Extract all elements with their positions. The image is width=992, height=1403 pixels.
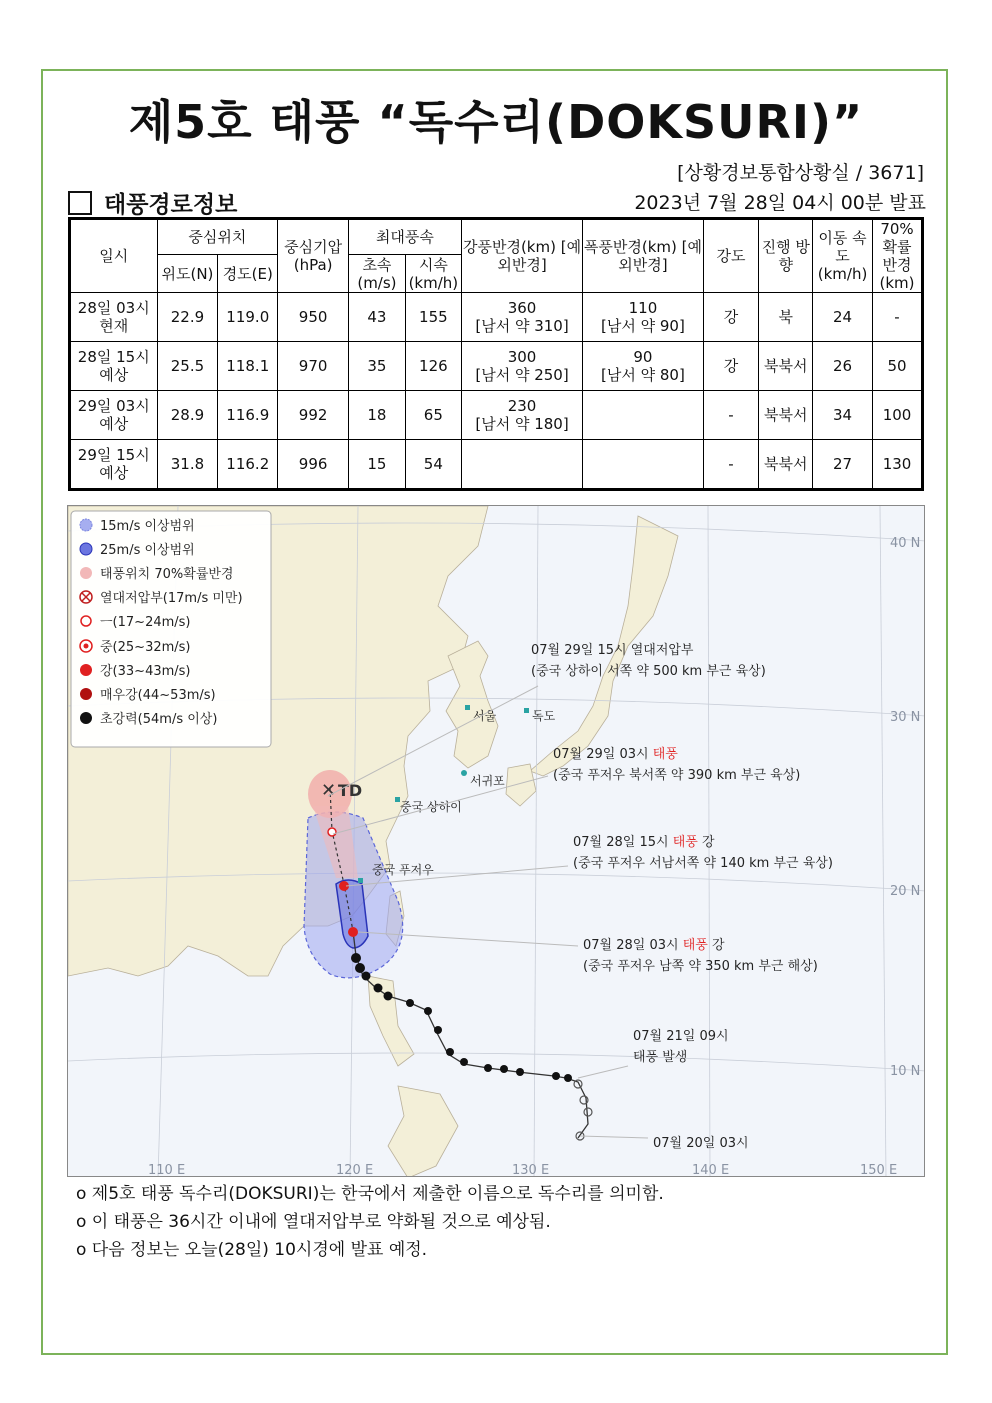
legend-label: 강(33~43m/s) [100, 664, 191, 679]
legend-25ms-icon [80, 543, 92, 555]
cell-intensity: - [703, 440, 759, 490]
ann1-line2: (중국 상하이 서쪽 약 500 km 부근 육상) [531, 664, 766, 679]
cell-time: 29일 03시 예상 [70, 391, 158, 440]
cell-lon: 119.0 [218, 293, 278, 342]
cell-speed: 34 [813, 391, 873, 440]
cell-kmh: 155 [405, 293, 461, 342]
track-point [424, 1007, 432, 1015]
place-shanghai: 중국 상하이 [400, 800, 462, 814]
cell-kmh: 65 [405, 391, 461, 440]
note-line: o 제5호 태풍 독수리(DOKSURI)는 한국에서 제출한 이름으로 독수리를 의미함. [76, 1184, 664, 1204]
place-seogwipo: 서귀포 [470, 774, 505, 788]
cell-prob: 50 [873, 342, 923, 391]
track-point [484, 1064, 492, 1072]
typhoon-track-map [67, 505, 925, 1177]
table-row [70, 293, 923, 342]
note-line: o 이 태풍은 36시간 이내에 열대저압부로 약화될 것으로 예상됨. [76, 1212, 551, 1232]
track-point [406, 999, 414, 1007]
cell-speed: 26 [813, 342, 873, 391]
table-row [70, 440, 923, 490]
cell-strong: 360 [남서 약 310] [461, 293, 582, 342]
lon-label-130: 130 E [512, 1163, 550, 1177]
lat-label-40: 40 N [890, 536, 921, 551]
cell-direction: 북북서 [759, 440, 813, 490]
h-strong: 강풍반경(km) [예외반경] [461, 219, 582, 293]
cell-lat: 28.9 [157, 391, 218, 440]
typhoon-current-icon [348, 927, 358, 937]
cell-ms: 43 [349, 293, 406, 342]
h-lon: 경도(E) [218, 255, 278, 293]
cell-pressure: 970 [278, 342, 349, 391]
cell-pressure: 996 [278, 440, 349, 490]
cell-strong: 300 [남서 약 250] [461, 342, 582, 391]
note-line: o 다음 정보는 오늘(28일) 10시경에 발표 예정. [76, 1240, 428, 1260]
cell-prob: 100 [873, 391, 923, 440]
ann5-line1: 07월 21일 09시 [633, 1029, 729, 1044]
legend-label: 초강력(54m/s 이상) [100, 712, 218, 727]
cell-intensity: - [703, 391, 759, 440]
place-seoul: 서울 [473, 709, 497, 723]
cell-direction: 북북서 [759, 342, 813, 391]
cell-speed: 24 [813, 293, 873, 342]
legend-super-icon [80, 712, 92, 724]
lat-label-30: 30 N [890, 710, 921, 725]
track-point [446, 1048, 454, 1056]
h-intensity: 강도 [703, 219, 759, 293]
legend-verystrong-icon [80, 688, 92, 700]
h-prob: 70% 확률 반경 (km) [873, 219, 923, 293]
h-storm: 폭풍반경(km) [예외반경] [583, 219, 703, 293]
cell-strong [461, 440, 582, 490]
track-point [552, 1072, 560, 1080]
td-label: TD [338, 781, 363, 800]
cell-ms: 18 [349, 391, 406, 440]
cell-speed: 27 [813, 440, 873, 490]
track-point [460, 1058, 468, 1066]
ann2-line2: (중국 푸저우 북서쪽 약 390 km 부근 육상) [553, 768, 801, 783]
cell-lat: 31.8 [157, 440, 218, 490]
cell-lon: 116.9 [218, 391, 278, 440]
lat-label-10: 10 N [890, 1064, 921, 1079]
td-x-icon: ✕ [321, 780, 337, 801]
typhoon-table [68, 217, 924, 491]
cell-intensity: 강 [703, 293, 759, 342]
notes [76, 1180, 664, 1264]
cell-lon: 116.2 [218, 440, 278, 490]
seoul-marker [465, 705, 470, 710]
track-point [355, 963, 365, 973]
ann1-line1: 07월 29일 15시 열대저압부 [531, 643, 694, 658]
weak-typhoon-icon [328, 828, 336, 836]
ann3-line2: (중국 푸저우 서남서쪽 약 140 km 부근 육상) [573, 856, 833, 871]
cell-kmh: 126 [405, 342, 461, 391]
lon-label-120: 120 E [336, 1163, 374, 1177]
ann6-line: 07월 20일 03시 [653, 1136, 749, 1151]
cell-strong: 230 [남서 약 180] [461, 391, 582, 440]
lat-label-20: 20 N [890, 884, 921, 899]
page-title: 제5호 태풍 “독수리(DOKSURI)” [128, 95, 864, 149]
legend-label: 중(25~32m/s) [100, 640, 191, 655]
cell-lat: 25.5 [157, 342, 218, 391]
issue-time: 2023년 7월 28일 04시 00분 발표 [634, 192, 926, 214]
office-label: [상황경보통합상황실 / 3671] [677, 162, 924, 184]
cell-lat: 22.9 [157, 293, 218, 342]
legend-label: 15m/s 이상범위 [100, 519, 195, 534]
legend-label: ㅡ(17~24m/s) [100, 615, 191, 630]
cell-prob: 130 [873, 440, 923, 490]
cell-prob: - [873, 293, 923, 342]
cell-intensity: 강 [703, 342, 759, 391]
cell-pressure: 992 [278, 391, 349, 440]
cell-kmh: 54 [405, 440, 461, 490]
cell-storm: 110 [남서 약 90] [583, 293, 703, 342]
legend-70prob-icon [80, 567, 92, 579]
section-heading [68, 186, 237, 219]
cell-ms: 15 [349, 440, 406, 490]
track-point [362, 972, 371, 981]
legend-label: 열대저압부(17m/s 미만) [100, 591, 243, 606]
track-point [374, 984, 383, 993]
ann4-line2: (중국 푸저우 남쪽 약 350 km 부근 해상) [583, 959, 818, 974]
cell-direction: 북북서 [759, 391, 813, 440]
header-row [70, 219, 923, 255]
cell-time: 28일 03시 현재 [70, 293, 158, 342]
track-point [516, 1068, 524, 1076]
cell-lon: 118.1 [218, 342, 278, 391]
legend-label: 매우강(44~53m/s) [100, 688, 216, 703]
lon-label-150: 150 E [860, 1163, 898, 1177]
legend-label: 25m/s 이상범위 [100, 543, 195, 558]
map-legend [71, 511, 271, 747]
legend-15ms-icon [80, 519, 92, 531]
cell-storm [583, 391, 703, 440]
cell-direction: 북 [759, 293, 813, 342]
lon-label-140: 140 E [692, 1163, 730, 1177]
table-row [70, 391, 923, 440]
track-point [384, 992, 393, 1001]
cell-storm [583, 440, 703, 490]
cell-pressure: 950 [278, 293, 349, 342]
track-point [564, 1074, 572, 1082]
h-ms: 초속 (m/s) [349, 255, 406, 293]
fuzhou-marker [358, 878, 363, 883]
legend-label: 태풍위치 70%확률반경 [100, 567, 234, 582]
h-direction: 진행 방향 [759, 219, 813, 293]
ann5-line2: 태풍 발생 [633, 1050, 688, 1065]
dokdo-marker [524, 708, 529, 713]
track-point [351, 953, 361, 963]
track-point [434, 1026, 442, 1034]
h-maxwind: 최대풍속 [349, 219, 462, 255]
h-speed: 이동 속도 (km/h) [813, 219, 873, 293]
ann4-line1: 07월 28일 03시 태풍 강 [583, 938, 725, 953]
cell-ms: 35 [349, 342, 406, 391]
cell-storm: 90 [남서 약 80] [583, 342, 703, 391]
track-point [500, 1065, 508, 1073]
h-center: 중심위치 [157, 219, 278, 255]
h-pressure: 중심기압 (hPa) [278, 219, 349, 293]
place-dokdo: 독도 [532, 709, 556, 723]
place-fuzhou: 중국 푸저우 [372, 863, 434, 877]
h-lat: 위도(N) [157, 255, 218, 293]
h-time: 일시 [70, 219, 158, 293]
cell-time: 29일 15시 예상 [70, 440, 158, 490]
h-kmh: 시속 (km/h) [405, 255, 461, 293]
ann3-line1: 07월 28일 15시 태풍 강 [573, 835, 715, 850]
lon-label-110: 110 E [148, 1163, 186, 1177]
table-row [70, 342, 923, 391]
section-title: 태풍경로정보 [104, 192, 238, 218]
checkbox-icon [68, 191, 92, 215]
legend-strong-icon [80, 664, 92, 676]
seogwipo-marker [461, 770, 467, 776]
ann2-line1: 07월 29일 03시 태풍 [553, 747, 678, 762]
cell-time: 28일 15시 예상 [70, 342, 158, 391]
